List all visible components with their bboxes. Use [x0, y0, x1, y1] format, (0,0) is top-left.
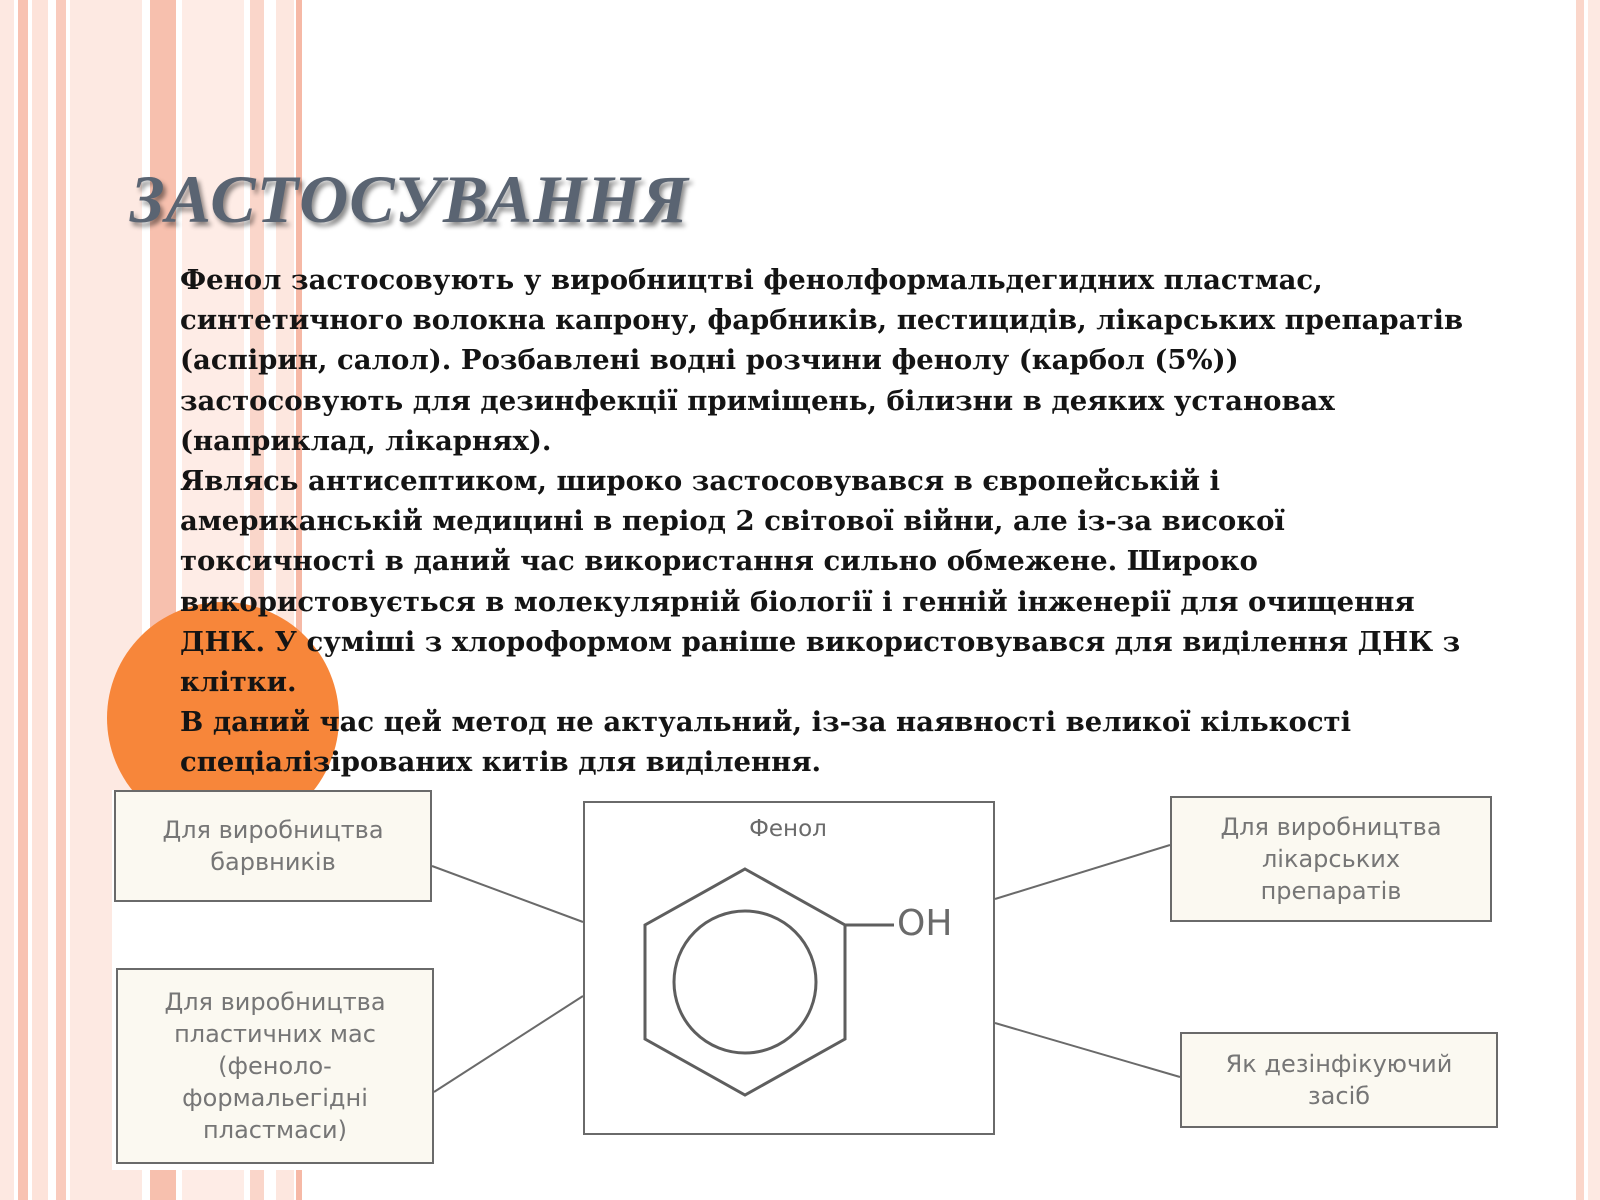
connector-top-left	[432, 866, 583, 922]
hydroxyl-group-label: OH	[897, 903, 953, 944]
connector-bottom-left	[434, 996, 583, 1092]
box-plastics-production: Для виробництва пластичних мас (феноло- формальегідні пластмаси)	[116, 968, 434, 1164]
box-disinfectant: Як дезінфікуючий засіб	[1180, 1032, 1498, 1128]
slide-title: ЗАСТОСУВАННЯ	[130, 161, 689, 237]
connector-top-right	[995, 845, 1170, 899]
box-dyes-production: Для виробництва барвників	[114, 790, 432, 902]
paragraph-3: В даний час цей метод не актуальний, із-за наявності великої кількості спеціалізірованих китів для виділення.	[180, 706, 1352, 779]
paragraph-1: Фенол застосовують у виробництві фенолформальдегидних пластмас, синтетичного волокна капрону, фарбників, пестицидів, лікарських препаратів (аспірин, салол). Розбавлені водні розчини фенолу (карбол (5%)) застосовують для дезинфекції приміщень, білизни в деяких установах (наприклад, лікарнях).	[180, 264, 1464, 457]
connector-bottom-right	[995, 1023, 1180, 1077]
phenol-label: Фенол	[749, 816, 827, 842]
paragraph-2: Являсь антисептиком, широко застосовувався в європейській і американській медицині в період 2 світової війни, але із-за високої токсичності в даний час використання сильно обмежене. Широко використовується в молекулярній біології і генній інженерії для очищення ДНК. У суміші з хлороформом раніше використовувався для виділення ДНК з клітки.	[180, 465, 1461, 699]
benzene-ring-icon	[645, 869, 894, 1095]
box-medicines-production: Для виробництва лікарських препаратів	[1170, 796, 1492, 922]
